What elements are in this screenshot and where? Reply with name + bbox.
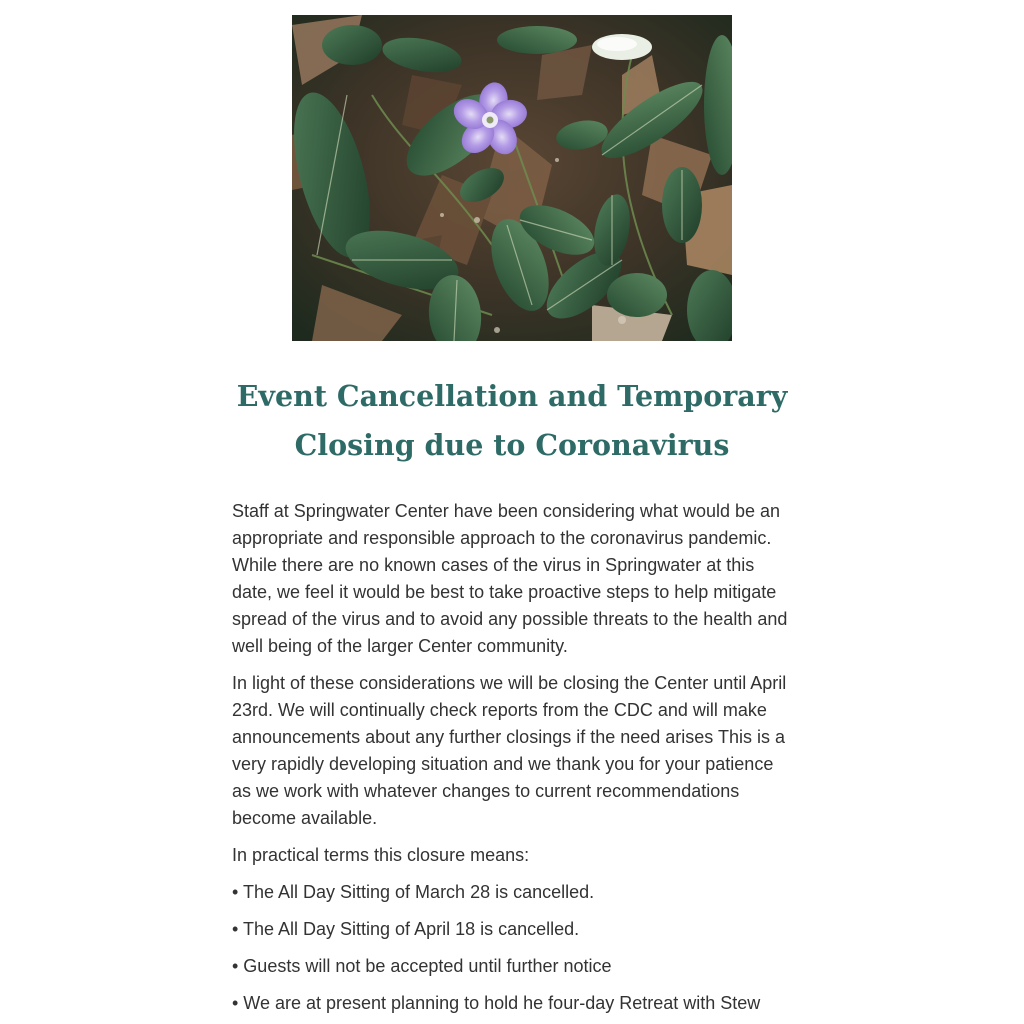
- paragraph-intro: Staff at Springwater Center have been considering what would be an appropriate and responsible approach to the coronavirus pandemic. While there are no known cases of the virus in Springwater at this date, we feel it would be best to take proactive steps to help mitigate spread of the virus and to avoid any possible threats to the health and well being of the larger Center community.: [232, 501, 788, 656]
- paragraph-practical-terms: In practical terms this closure means:: [232, 845, 530, 865]
- list-item-march-28: • The All Day Sitting of March 28 is cancelled.: [232, 882, 595, 902]
- paragraph-closure: In light of these considerations we will be closing the Center until April 23rd. We will continually check reports from the CDC and will make announcements about any further closings if the need arises This is a very rapidly developing situation and we thank you for your patience as we work with whatever changes to current recommendations become available.: [232, 673, 787, 828]
- flower-photo: [292, 15, 732, 341]
- page-title: Event Cancellation and Temporary Closing due to Coronavirus: [236, 379, 788, 462]
- list-item-april-18: • The All Day Sitting of April 18 is cancelled.: [232, 919, 580, 939]
- list-item-guests: • Guests will not be accepted until further notice: [232, 956, 612, 976]
- article-body: [232, 498, 794, 1024]
- list-item-retreat: • We are at present planning to hold he four-day Retreat with Stew: [232, 993, 761, 1013]
